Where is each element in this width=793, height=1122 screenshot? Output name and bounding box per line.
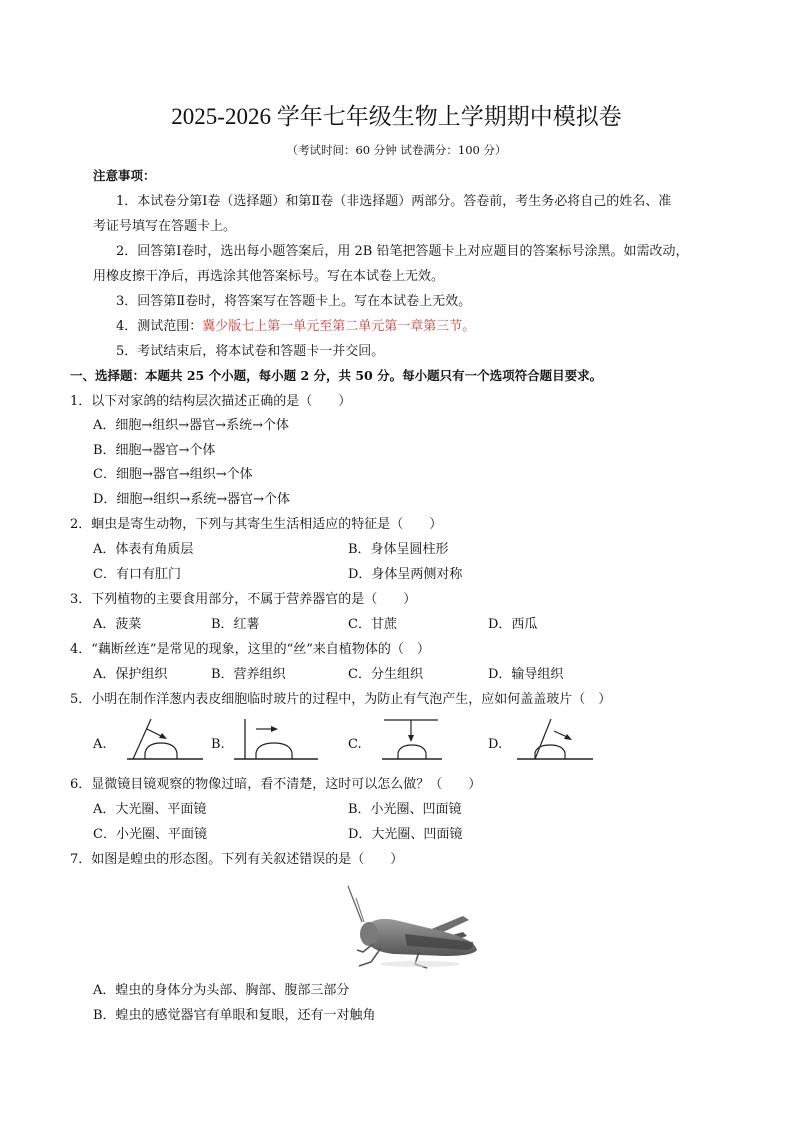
question-7-stem: 7．如图是蝗虫的形态图。下列有关叙述错误的是（ ） (70, 852, 404, 867)
q1-option-c[interactable]: C．细胞→器官→组织→个体 (93, 467, 253, 482)
q1-option-d[interactable]: D．细胞→组织→系统→器官→个体 (93, 492, 290, 507)
coverslip-diagram-b (232, 715, 322, 765)
q5-option-b[interactable]: B. (211, 737, 225, 752)
coverslip-diagram-c (380, 715, 445, 765)
question-4-stem: 4．“藕断丝连”是常见的现象，这里的“丝”来自植物体的（ ） (70, 642, 430, 657)
question-2-stem: 2．蛔虫是寄生动物，下列与其寄生生活相适应的特征是（ ） (70, 517, 443, 532)
q1-option-b[interactable]: B．细胞→器官→个体 (93, 443, 216, 458)
q7-option-a[interactable]: A．蝗虫的身体分为头部、胸部、腹部三部分 (93, 983, 350, 998)
q6-option-d[interactable]: D．大光圈、凹面镜 (348, 827, 463, 842)
q4-option-c[interactable]: C．分生组织 (348, 667, 423, 682)
q4-option-b[interactable]: B．营养组织 (211, 667, 286, 682)
notes-heading: 注意事项： (93, 168, 156, 183)
q2-option-b[interactable]: B．身体呈圆柱形 (348, 542, 449, 557)
question-5-stem: 5．小明在制作洋葱内表皮细胞临时玻片的过程中，为防止有气泡产生，应如何盖盖玻片（ ） (70, 692, 612, 707)
section-heading: 一、选择题：本题共 25 个小题，每小题 2 分，共 50 分。每小题只有一个选项符合题目要求。 (70, 368, 603, 383)
q5-option-c[interactable]: C. (348, 737, 362, 752)
q5-option-d[interactable]: D. (488, 737, 503, 752)
question-3-stem: 3．下列植物的主要食用部分，不属于营养器官的是（ ） (70, 592, 417, 607)
q3-option-b[interactable]: B．红薯 (211, 617, 260, 632)
grasshopper-image (335, 880, 485, 970)
q5-option-a[interactable]: A. (93, 737, 107, 752)
note-1-line2: 考证号填写在答题卡上。 (93, 219, 237, 234)
note-1-line1: 1．本试卷分第Ⅰ卷（选择题）和第Ⅱ卷（非选择题）两部分。答卷前，考生务必将自己的姓名、准 (116, 194, 672, 209)
q2-option-a[interactable]: A．体表有角质层 (93, 542, 194, 557)
question-1-stem: 1．以下对家鸽的结构层次描述正确的是（ ） (70, 394, 352, 409)
q2-option-c[interactable]: C．有口有肛门 (93, 567, 181, 582)
note-2-line1: 2．回答第Ⅰ卷时，选出每小题答案后，用 2B 铅笔把答题卡上对应题目的答案标号涂黑。如需改动， (116, 244, 689, 259)
note-2-line2: 用橡皮擦干净后，再选涂其他答案标号。写在本试卷上无效。 (93, 269, 445, 284)
q3-option-c[interactable]: C．甘蔗 (348, 617, 397, 632)
q6-option-a[interactable]: A．大光圈、平面镜 (93, 802, 207, 817)
note-4 (116, 319, 475, 335)
q7-option-b[interactable]: B．蝗虫的感觉器官有单眼和复眼，还有一对触角 (93, 1008, 376, 1023)
q1-option-a[interactable]: A．细胞→组织→器官→系统→个体 (93, 418, 289, 433)
note-5: 5．考试结束后，将本试卷和答题卡一并交回。 (116, 344, 385, 359)
q6-option-c[interactable]: C．小光圈、平面镜 (93, 827, 207, 842)
q4-option-d[interactable]: D．输导组织 (488, 667, 564, 682)
question-6-stem: 6．显微镜目镜观察的物像过暗，看不清楚，这时可以怎么做？（ ） (70, 777, 482, 792)
coverslip-diagram-a (125, 715, 205, 765)
test-scope: 冀少版七上第一单元至第二单元第一章第三节。 (202, 319, 476, 334)
q2-option-d[interactable]: D．身体呈两侧对称 (348, 567, 463, 582)
q3-option-a[interactable]: A．菠菜 (93, 617, 142, 632)
coverslip-diagram-d (515, 715, 595, 765)
q6-option-b[interactable]: B．小光圈、凹面镜 (348, 802, 462, 817)
note-3: 3．回答第Ⅱ卷时，将答案写在答题卡上。写在本试卷上无效。 (116, 294, 472, 309)
note-4-prefix: 4．测试范围： (116, 319, 203, 334)
q3-option-d[interactable]: D．西瓜 (488, 617, 538, 632)
page-title: 2025-2026 学年七年级生物上学期期中模拟卷 (171, 104, 622, 129)
exam-info: （考试时间：60 分钟 试卷满分：100 分） (286, 143, 507, 157)
q4-option-a[interactable]: A．保护组织 (93, 667, 168, 682)
